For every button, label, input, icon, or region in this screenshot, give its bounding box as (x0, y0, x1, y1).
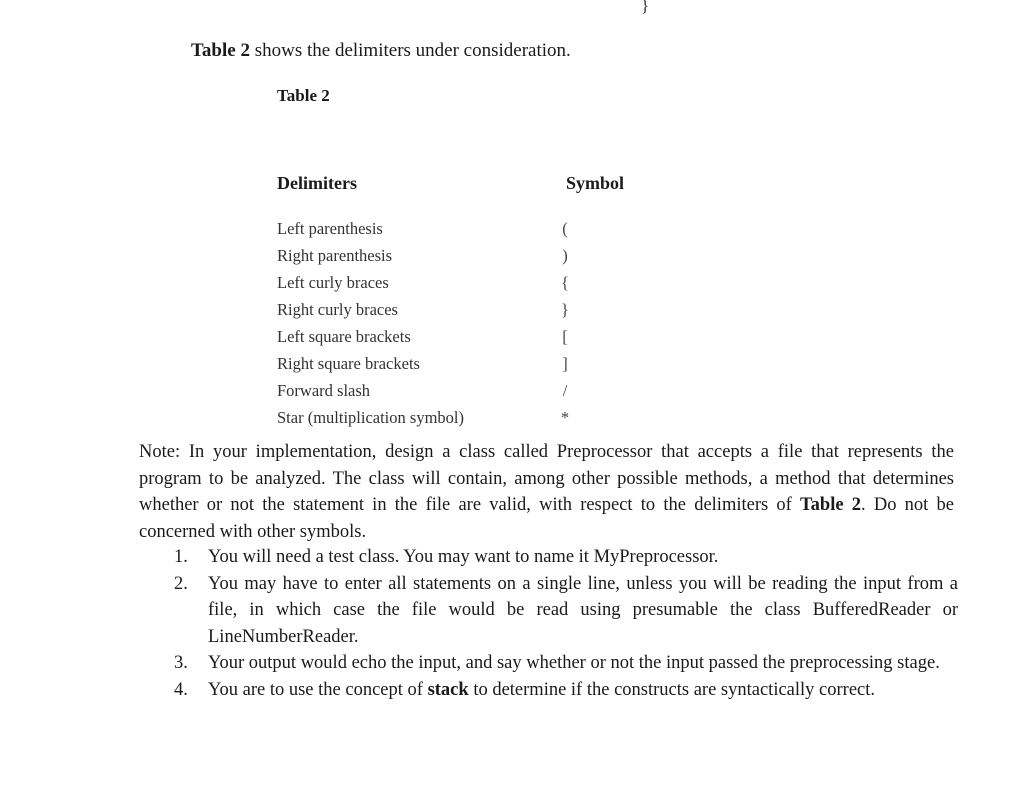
list-item (170, 677, 958, 704)
table-row (277, 273, 677, 300)
list-text: You may have to enter all statements on a single line, unless you will be reading the input from a file, in which case the file would be read using presumable the class BufferedReader or LineNumberReader. (208, 573, 958, 647)
list-number: 3. (174, 653, 188, 673)
list-number: 2. (174, 573, 188, 594)
delimiter-name: Right curly braces (277, 300, 398, 319)
delimiter-name: Star (multiplication symbol) (277, 408, 464, 427)
delimiter-symbol: / (562, 381, 568, 400)
note-text: Note: In your implementation, design a class called Preprocessor that accepts a file that represents the program to be analyzed. The class will contain, among other possible methods, a method that determines whether or not the statement in the file are valid, with respect to the delimiters of (139, 442, 954, 515)
code-fragment-brace: } (641, 0, 650, 15)
table-row (277, 381, 677, 408)
delimiter-symbol: ] (562, 354, 568, 373)
list-text: You will need a test class. You may want to name it MyPreprocessor. (208, 547, 719, 567)
list-item (170, 544, 958, 571)
delimiter-symbol: ) (562, 246, 568, 265)
list-text-before: You are to use the concept of (208, 679, 428, 700)
delimiter-name: Left square brackets (277, 327, 411, 346)
delimiter-name: Left parenthesis (277, 219, 383, 238)
header-symbol: Symbol (566, 173, 625, 193)
delimiter-name: Left curly braces (277, 273, 389, 292)
intro-paragraph (191, 40, 571, 62)
list-text-after: to determine if the constructs are syntactically correct. (468, 679, 876, 700)
table-row (277, 300, 677, 327)
list-text: Your output would echo the input, and say whether or not the input passed the preprocessing stage. (208, 653, 940, 673)
intro-table-ref: Table 2 (191, 40, 250, 61)
list-number: 1. (174, 547, 188, 567)
table-row (277, 219, 677, 246)
table-row (277, 408, 677, 435)
intro-text: shows the delimiters under consideration. (249, 40, 571, 61)
delimiter-symbol: ( (562, 219, 568, 238)
delimiter-name: Right parenthesis (277, 246, 393, 265)
header-delimiters: Delimiters (277, 173, 357, 193)
delimiter-symbol: * (560, 408, 570, 427)
delimiter-symbol: } (561, 300, 569, 319)
table-row (277, 246, 677, 273)
list-item (170, 571, 958, 651)
delimiter-name: Right square brackets (277, 354, 420, 373)
table-row (277, 327, 677, 354)
requirements-list (170, 544, 958, 703)
list-item (170, 650, 958, 677)
delimiter-table (277, 219, 677, 435)
note-tail: . Do not be concerned with other symbols. (139, 495, 954, 542)
table-caption: Table 2 (277, 86, 330, 105)
list-number: 4. (174, 679, 188, 700)
delimiter-name: Forward slash (277, 381, 371, 400)
list-text-bold: stack (427, 679, 469, 700)
note-table-ref: Table 2 (800, 495, 862, 515)
note-paragraph (139, 439, 954, 545)
table-row (277, 354, 677, 381)
delimiter-symbol: [ (562, 327, 568, 346)
delimiter-symbol: { (561, 273, 569, 292)
